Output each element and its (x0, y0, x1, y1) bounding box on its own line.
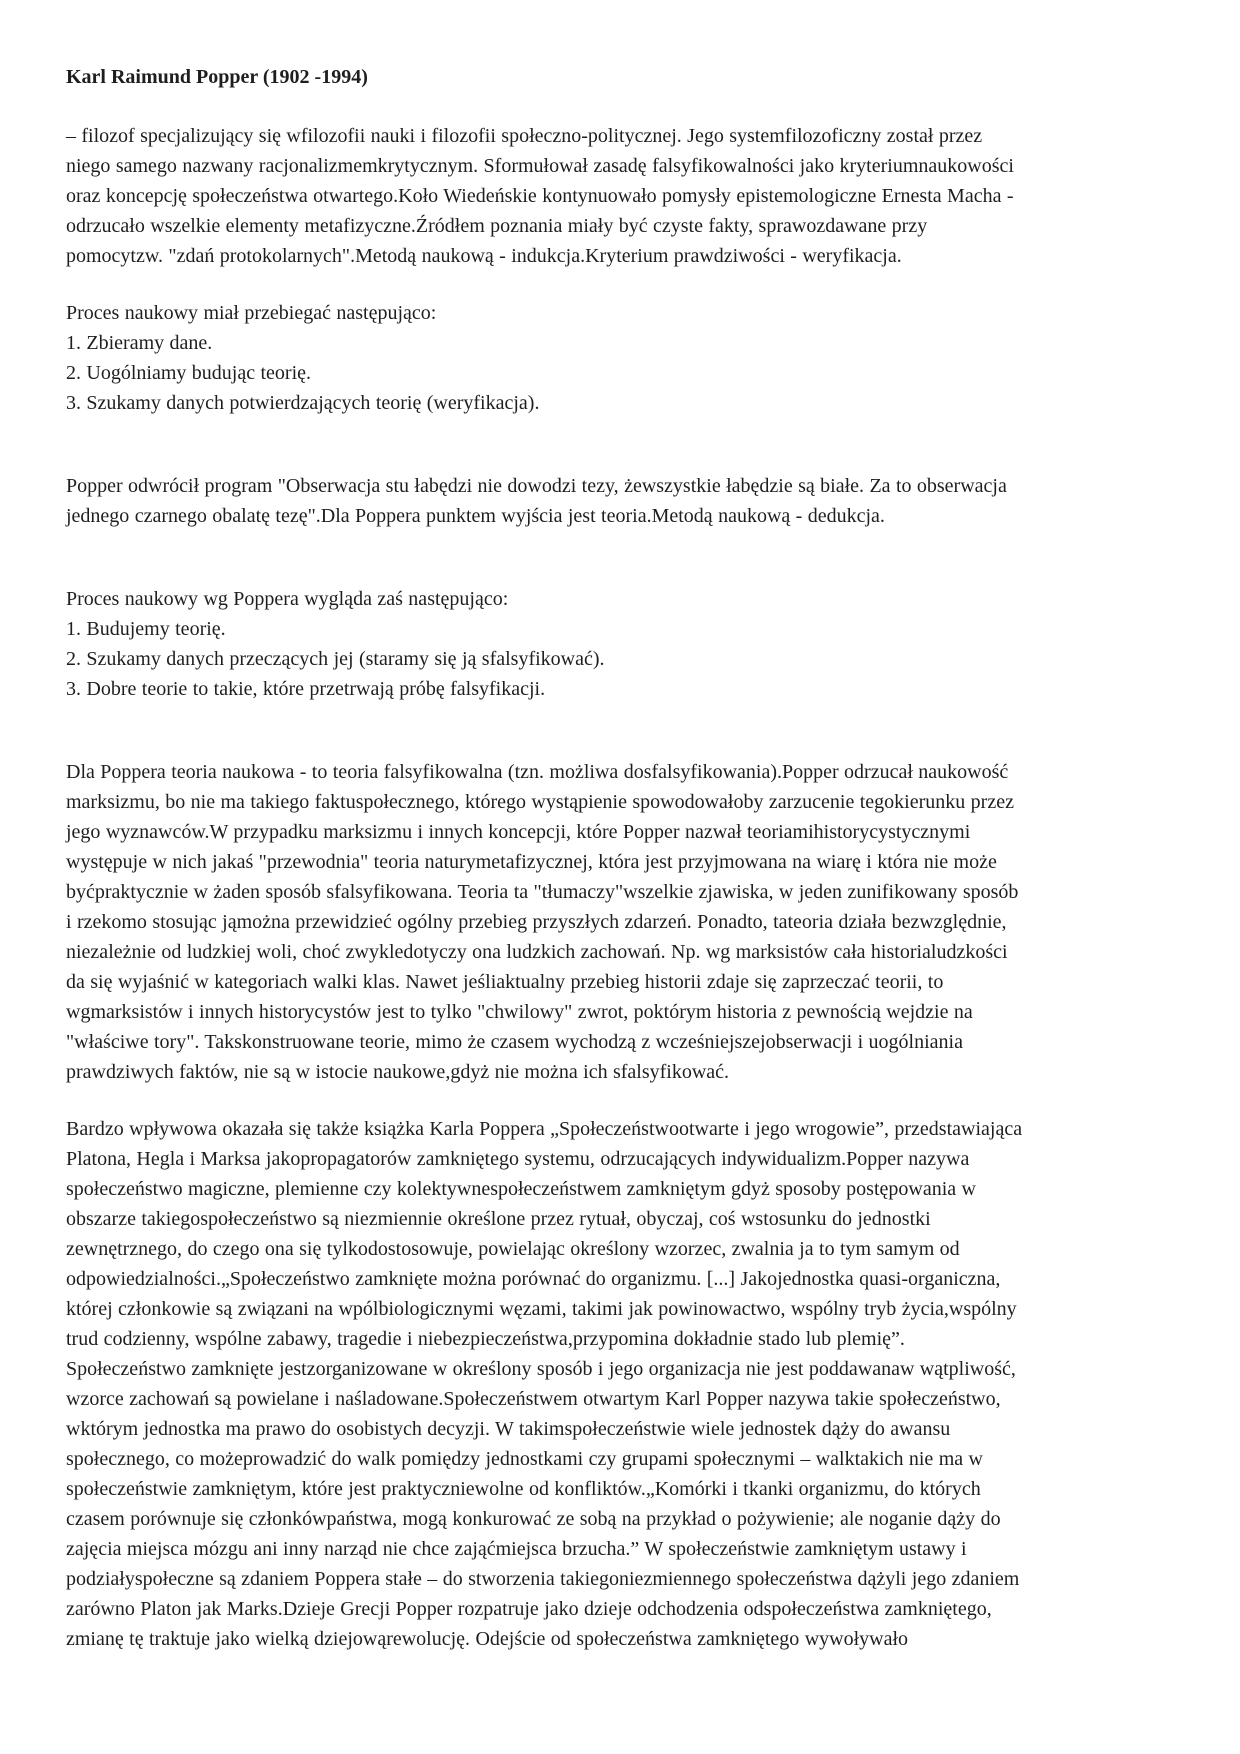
paragraph: Proces naukowy wg Poppera wygląda zaś następująco: 1. Budujemy teorię. 2. Szukamy danych przeczących jej (staramy się ją sfalsyfikować). 3. Dobre teorie to takie, które przetrwają próbę falsyfikacji. (66, 588, 605, 700)
paragraph: – filozof specjalizujący się wfilozofii nauki i filozofii społeczno-politycznej. Jego systemfilozoficzny został przez niego samego nazwany racjonalizmemkrytycznym. Sformułował zasadę falsyfikowalności jako kryteriumnaukowości oraz koncepcję społeczeństwa otwartego.Koło Wiedeńskie kontynuowało pomysły epistemologiczne Ernesta Macha - odrzucało wszelkie elementy metafizyczne.Źródłem poznania miały być czyste fakty, sprawozdawane przy pomocytzw. "zdań protokolarnych".Metodą naukową - indukcja.Kryterium prawdziwości - weryfikacja. (66, 125, 1014, 267)
paragraph: Popper odwrócił program "Obserwacja stu łabędzi nie dowodzi tezy, żewszystkie łabędzie są białe. Za to obserwacja jednego czarnego obalatę tezę".Dla Poppera punktem wyjścia jest teoria.Metodą naukową - dedukcja. (66, 475, 1007, 527)
paragraph: Dla Poppera teoria naukowa - to teoria falsyfikowalna (tzn. możliwa dosfalsyfikowania).Popper odrzucał naukowość marksizmu, bo nie ma takiego faktuspołecznego, którego wystąpienie spowodowałoby zarzucenie tegokierunku przez jego wyznawców.W przypadku marksizmu i innych koncepcji, które Popper nazwał teoriamihistorycystycznymi występuje w nich jakaś "przewodnia" teoria naturymetafizycznej, która jest przyjmowana na wiarę i która nie może byćpraktycznie w żaden sposób sfalsyfikowana. Teoria ta "tłumaczy"wszelkie zjawiska, w jeden zunifikowany sposób i rzekomo stosując jąmożna przewidzieć ogólny przebieg przyszłych zdarzeń. Ponadto, tateoria działa bezwzględnie, niezależnie od ludzkiej woli, choć zwykledotyczy ona ludzkich zachowań. Np. wg marksistów cała historialudzkości da się wyjaśnić w kategoriach walki klas. Nawet jeśliaktualny przebieg historii zdaje się zaprzeczać teorii, to wgmarksistów i innych historycystów jest to tylko "chwilowy" zwrot, poktórym historia z pewnością wejdzie na "właściwe tory". Takskonstruowane teorie, mimo że czasem wychodzą z wcześniejszejobserwacji i uogólniania prawdziwych faktów, nie są w istocie naukowe,gdyż nie można ich sfalsyfikować. (66, 761, 1019, 1083)
page-title: Karl Raimund Popper (1902 -1994) (66, 66, 368, 88)
paragraph: Bardzo wpływowa okazała się także książka Karla Poppera „Społeczeństwootwarte i jego wrogowie”, przedstawiająca Platona, Hegla i Marksa jakopropagatorów zamkniętego systemu, odrzucających indywidualizm.Popper nazywa społeczeństwo magiczne, plemienne czy kolektywnespołeczeństwem zamkniętym gdyż sposoby postępowania w obszarze takiegospołeczeństwo są niezmiennie określone przez rytuał, obyczaj, coś wstosunku do jednostki zewnętrznego, do czego ona się tylkodostosowuje, powielając określony wzorzec, zwalnia ja to tym samym od odpowiedzialności.„Społeczeństwo zamknięte można porównać do organizmu. [...] Jakojednostka quasi-organiczna, której członkowie są związani na wpólbiologicznymi węzami, takimi jak powinowactwo, wspólny tryb życia,wspólny trud codzienny, wspólne zabawy, tragedie i niebezpieczeństwa,przypomina dokładnie stado lub plemię”. Społeczeństwo zamknięte jestzorganizowane w określony sposób i jego organizacja nie jest poddawanaw wątpliwość, wzorce zachowań są powielane i naśladowane.Społeczeństwem otwartym Karl Popper nazywa takie społeczeństwo, wktórym jednostka ma prawo do osobistych decyzji. W takimspołeczeństwie wiele jednostek dąży do awansu społecznego, co możeprowadzić do walk pomiędzy jednostkami czy grupami społecznymi – walktakich nie ma w społeczeństwie zamkniętym, które jest praktyczniewolne od konfliktów.„Komórki i tkanki organizmu, do których czasem porównuje się członkówpaństwa, mogą konkurować ze sobą na przykład o pożywienie; ale noganie dąży do zajęcia miejsca mózgu ani inny narząd nie chce zająćmiejsca brzucha.” W społeczeństwie zamkniętym ustawy i podziałyspołeczne są zdaniem Poppera stałe – do stworzenia takiegoniezmiennego społeczeństwa dążyli jego zdaniem zarówno Platon jak Marks.Dzieje Grecji Popper rozpatruje jako dzieje odchodzenia odspołeczeństwa zamkniętego, zmianę tę traktuje jako wielką dziejowąrewolucję. Odejście od społeczeństwa zamkniętego wywoływało (66, 1118, 1023, 1650)
document-body (66, 121, 1182, 1654)
paragraph: Proces naukowy miał przebiegać następująco: 1. Zbieramy dane. 2. Uogólniamy budując teorię. 3. Szukamy danych potwierdzających teorię (weryfikacja). (66, 302, 540, 414)
